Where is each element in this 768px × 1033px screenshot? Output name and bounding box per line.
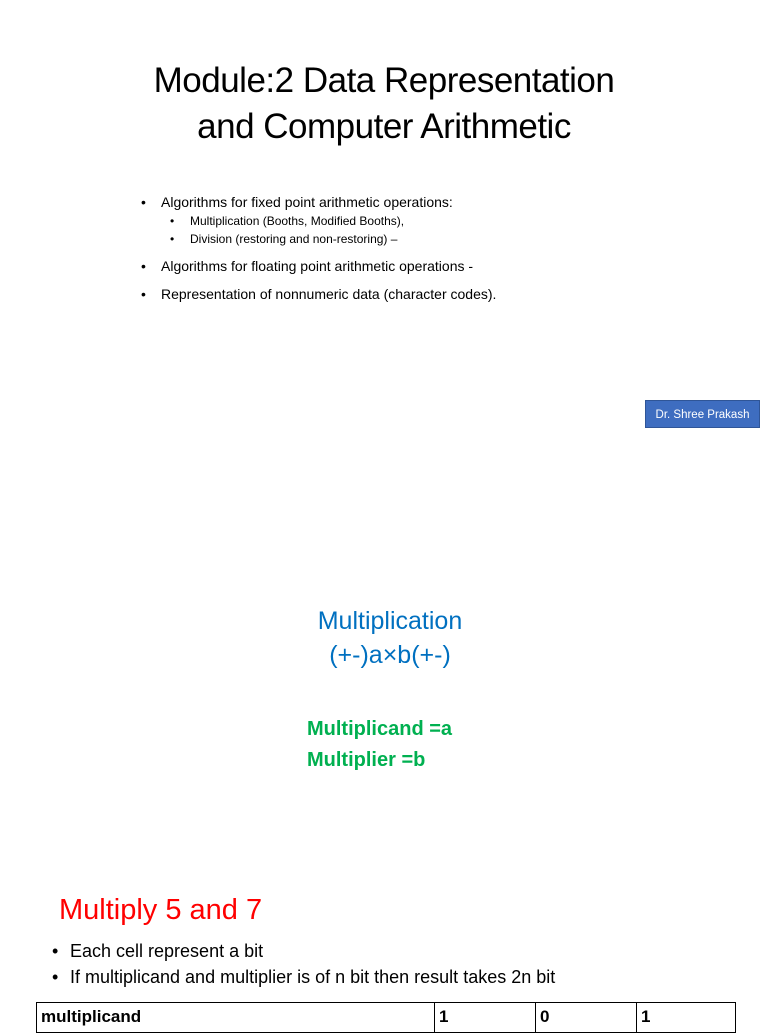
list-spacer bbox=[138, 248, 738, 256]
bit-cell: 0 bbox=[536, 1003, 637, 1033]
topic-list bbox=[138, 192, 738, 304]
slide-multiply-example bbox=[0, 860, 768, 1024]
topic-floating-point: • Algorithms for floating point arithmetic operations - bbox=[138, 256, 738, 276]
subtopic-multiplication: • Multiplication (Booths, Modified Booths), bbox=[138, 212, 738, 230]
slide-title-line-2: and Computer Arithmetic bbox=[197, 107, 571, 146]
multiplication-title bbox=[0, 604, 768, 672]
subtopic-division: • Division (restoring and non-restoring) – bbox=[138, 230, 738, 248]
slide-title bbox=[0, 58, 768, 150]
row-label-multiplicand: multiplicand bbox=[37, 1003, 435, 1033]
slide-multiplication bbox=[0, 440, 768, 860]
slide-module-overview bbox=[0, 0, 768, 440]
topic-nonnumeric-data: • Representation of nonnumeric data (character codes). bbox=[138, 284, 738, 304]
multiplication-title-line-1: Multiplication bbox=[317, 607, 463, 635]
bit-cell: 1 bbox=[435, 1003, 536, 1033]
operand-definitions bbox=[307, 714, 452, 776]
bullet-cell-bit: • Each cell represent a bit bbox=[52, 938, 555, 964]
bit-table bbox=[36, 1002, 736, 1033]
multiplication-title-line-2: (+-)a×b(+-) bbox=[329, 641, 451, 669]
bit-cell: 1 bbox=[637, 1003, 736, 1033]
multiplier-definition: Multiplier =b bbox=[307, 749, 426, 771]
slide-title-line-1: Module:2 Data Representation bbox=[153, 61, 615, 100]
bullet-result-width: • If multiplicand and multiplier is of n bit then result takes 2n bit bbox=[52, 964, 555, 990]
table-row bbox=[37, 1003, 736, 1033]
example-title: Multiply 5 and 7 bbox=[59, 894, 263, 926]
list-spacer bbox=[138, 276, 738, 284]
example-bullets bbox=[52, 938, 555, 990]
multiplicand-definition: Multiplicand =a bbox=[307, 718, 453, 740]
author-badge: Dr. Shree Prakash bbox=[645, 400, 760, 428]
topic-fixed-point: • Algorithms for fixed point arithmetic operations: bbox=[138, 192, 738, 212]
